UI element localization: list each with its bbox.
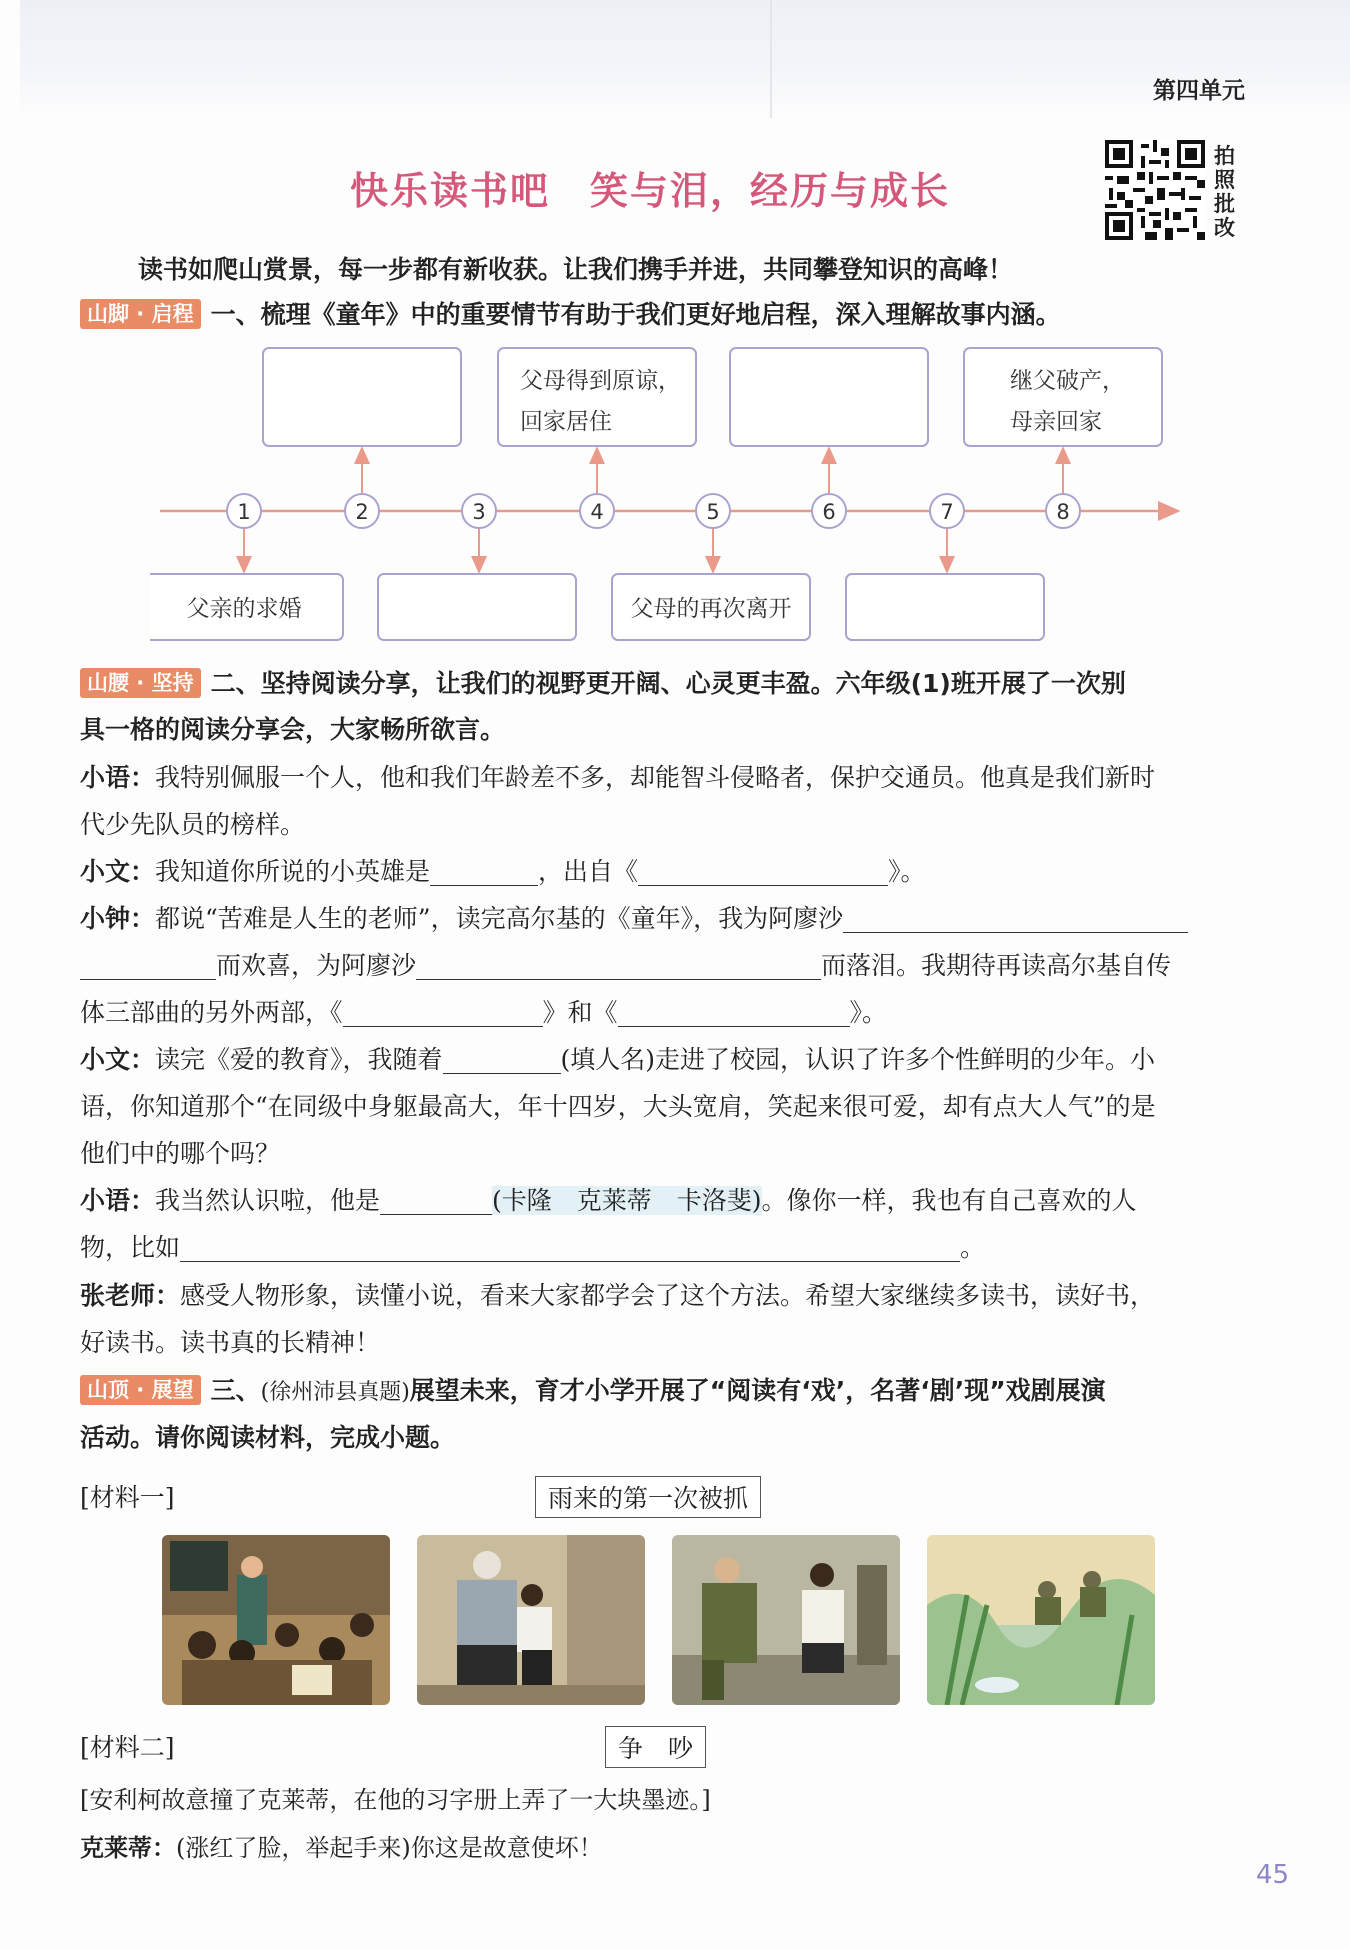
- dialogue-line: [80, 758, 1155, 798]
- speech: 感受人物形象，读懂小说，看来大家都学会了这个方法。希望大家继续多读书，读好书，: [180, 1281, 1156, 1310]
- plot-timeline: [150, 340, 1200, 650]
- illustration-grandpa: [417, 1535, 645, 1705]
- qr-code-icon[interactable]: [1105, 140, 1205, 240]
- section3-text: 三、: [210, 1376, 261, 1405]
- answer-blank[interactable]: [430, 859, 538, 886]
- dialogue-line: 代少先队员的榜样。: [80, 810, 306, 839]
- section1-heading: [80, 295, 1061, 335]
- event-text: 母亲回家: [1010, 409, 1102, 435]
- speaker: 小语：: [80, 1186, 156, 1215]
- dialogue-line: [80, 1181, 1137, 1221]
- top-band: [20, 0, 1350, 118]
- section3-source: (徐州沛县真题): [260, 1380, 410, 1405]
- event-box-bottom: [846, 574, 1044, 640]
- illustration-river: [927, 1535, 1155, 1705]
- script-line: [80, 1828, 603, 1868]
- material2-label: [材料二]: [80, 1733, 175, 1762]
- event-box-bottom: [378, 574, 576, 640]
- speech: 我当然认识啦，他是: [155, 1186, 381, 1215]
- speaker: 小钟：: [80, 904, 156, 933]
- page-fold: [770, 0, 772, 118]
- section3-tag: 山顶 · 展望: [80, 1375, 201, 1405]
- node-label: 2: [355, 500, 369, 524]
- speech: 而落泪。我期待再读高尔基自传: [821, 951, 1172, 980]
- qr-label-char: 改: [1214, 216, 1235, 240]
- speech: 我知道你所说的小英雄是: [155, 857, 431, 886]
- unit-label: 第四单元: [1153, 78, 1245, 104]
- answer-blank[interactable]: [443, 1047, 561, 1074]
- qr-label: [1214, 144, 1240, 240]
- page-title: 快乐读书吧 笑与泪，经历与成长: [350, 169, 951, 213]
- timeline-node: [930, 494, 964, 528]
- intro-text: 读书如爬山赏景，每一步都有新收获。让我们携手并进，共同攀登知识的高峰！: [138, 255, 1014, 284]
- answer-options: (卡隆 克莱蒂 卡洛斐): [492, 1186, 762, 1215]
- answer-blank[interactable]: [80, 953, 216, 980]
- timeline-node: [696, 494, 730, 528]
- event-box-top: [730, 348, 928, 446]
- section3-text: 展望未来，育才小学开展了“阅读有‘戏’，名著‘剧’现”戏剧展演: [409, 1376, 1106, 1405]
- event-text: 父母得到原谅，: [520, 368, 681, 394]
- node-label: 1: [237, 500, 251, 524]
- dialogue-line: [80, 1040, 1155, 1080]
- answer-blank[interactable]: [638, 859, 888, 886]
- speech: (涨红了脸，举起手来)你这是故意使坏！: [176, 1834, 603, 1862]
- speech: 。像你一样，我也有自己喜欢的人: [761, 1186, 1137, 1215]
- dialogue-line: [80, 1228, 985, 1268]
- dialogue-line: [80, 1276, 1155, 1316]
- timeline-node: [812, 494, 846, 528]
- dialogue-line: [80, 852, 926, 892]
- timeline-node: [345, 494, 379, 528]
- timeline-node: [1046, 494, 1080, 528]
- answer-blank[interactable]: [416, 953, 821, 980]
- speaker: 克莱蒂：: [80, 1834, 176, 1862]
- node-label: 5: [706, 500, 720, 524]
- speech: (填人名)走进了校园，认识了许多个性鲜明的少年。小: [560, 1045, 1156, 1074]
- dialogue-line: [80, 899, 1188, 939]
- speech: 》。: [849, 998, 888, 1027]
- speech: 都说“苦难是人生的老师”，读完高尔基的《童年》，我为阿廖沙: [155, 904, 844, 933]
- node-label: 3: [472, 500, 486, 524]
- section2-line2: 具一格的阅读分享会，大家畅所欲言。: [80, 715, 506, 744]
- section1-tag: 山脚 · 启程: [80, 299, 201, 329]
- dialogue-line: [80, 946, 1171, 986]
- section1-text: 一、梳理《童年》中的重要情节有助于我们更好地启程，深入理解故事内涵。: [210, 300, 1061, 329]
- section2-tag: 山腰 · 坚持: [80, 668, 201, 698]
- node-label: 4: [590, 500, 604, 524]
- timeline-node: [580, 494, 614, 528]
- qr-label-char: 批: [1214, 192, 1235, 216]
- stage-direction: [安利柯故意撞了克莱蒂，在他的习字册上弄了一大块墨迹。]: [80, 1786, 711, 1814]
- speech: 。: [960, 1233, 986, 1262]
- answer-blank[interactable]: [180, 1235, 960, 1262]
- material2-title: 争 吵: [605, 1726, 706, 1768]
- node-label: 7: [940, 500, 954, 524]
- speech: ，出自《: [538, 857, 639, 886]
- speech: 》。: [888, 857, 926, 886]
- event-text: 继父破产，: [1010, 368, 1125, 394]
- answer-blank[interactable]: [618, 1000, 850, 1027]
- illustration-classroom: [162, 1535, 390, 1705]
- speech: 》和《: [542, 998, 618, 1027]
- event-box-top: [263, 348, 461, 446]
- speaker: 小文：: [80, 1045, 156, 1074]
- speech: 物，比如: [80, 1233, 181, 1262]
- speech: 而欢喜，为阿廖沙: [216, 951, 417, 980]
- dialogue-line: 他们中的哪个吗？: [80, 1139, 281, 1168]
- speech: 我特别佩服一个人，他和我们年龄差不多，却能智斗侵略者，保护交通员。他真是我们新时: [155, 763, 1156, 792]
- node-label: 6: [822, 500, 836, 524]
- node-label: 8: [1056, 500, 1070, 524]
- dialogue-line: [80, 993, 887, 1033]
- answer-blank[interactable]: [343, 1000, 543, 1027]
- page-number: 45: [1256, 1860, 1290, 1890]
- material1-title: 雨来的第一次被抓: [535, 1476, 761, 1518]
- timeline-node: [227, 494, 261, 528]
- timeline-node: [462, 494, 496, 528]
- speaker: 张老师：: [80, 1281, 181, 1310]
- answer-blank[interactable]: [380, 1188, 492, 1215]
- event-text: 回家居住: [520, 409, 612, 435]
- section2-heading: [80, 664, 1126, 704]
- qr-label-char: 拍: [1214, 144, 1235, 168]
- event-text: 父母的再次离开: [630, 596, 792, 622]
- speech: 体三部曲的另外两部，《: [80, 998, 343, 1027]
- section2-line1: 二、坚持阅读分享，让我们的视野更开阔、心灵更丰盈。六年级(1)班开展了一次别: [210, 669, 1126, 698]
- speaker: 小文：: [80, 857, 156, 886]
- speaker: 小语：: [80, 763, 156, 792]
- section3-heading: [80, 1371, 1106, 1413]
- speech: 读完《爱的教育》，我随着: [155, 1045, 443, 1074]
- section3-line2: 活动。请你阅读材料，完成小题。: [80, 1423, 456, 1452]
- event-text: 父亲的求婚: [186, 596, 302, 622]
- answer-blank[interactable]: [843, 906, 1188, 933]
- dialogue-line: 好读书。读书真的长精神！: [80, 1328, 381, 1357]
- qr-label-char: 照: [1214, 168, 1235, 192]
- material1-label: [材料一]: [80, 1483, 175, 1512]
- illustration-soldiers: [672, 1535, 900, 1705]
- dialogue-line: 语，你知道那个“在同级中身躯最高大，年十四岁，大头宽肩，笑起来很可爱，却有点大人气”的是: [80, 1092, 1156, 1121]
